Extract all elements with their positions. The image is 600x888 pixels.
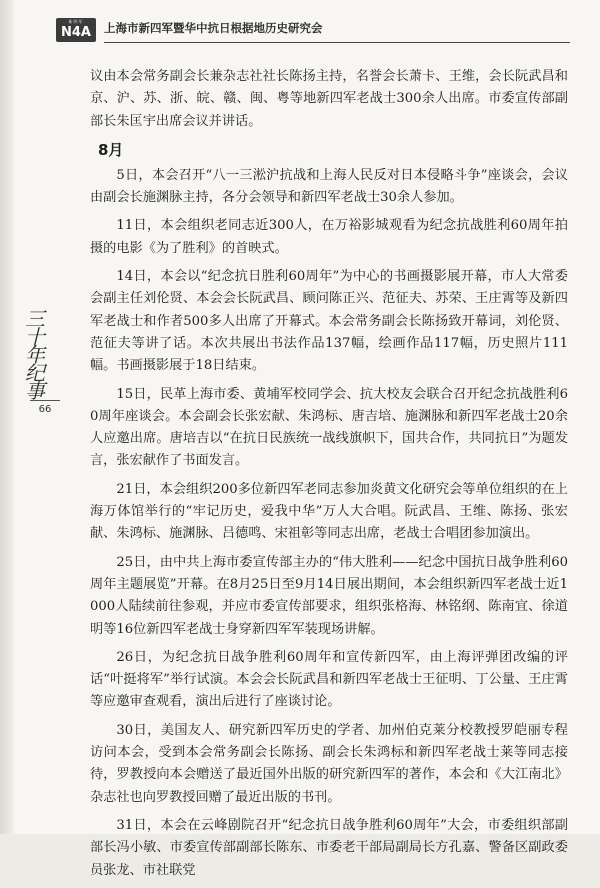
logo-wordmark: N4A — [61, 25, 91, 40]
calligraphy-char: 三 — [25, 307, 45, 331]
intro-paragraph: 议由本会常务副会长兼杂志社社长陈扬主持，名誉会长萧卡、王维，会长阮武昌和京、沪、苏、浙、皖、赣、闽、粤等地新四军老战士300余人出席。市委宣传部副部长朱匡宇出席会议并讲话。 — [90, 69, 568, 129]
page-binding-edge — [0, 0, 14, 834]
entry-paragraph: 26日，为纪念抗日战争胜利60周年和宣传新四军，由上海评弹团改编的评话“叶挺将军”举行试演。本会会长阮武昌和新四军老战士王征明、丁公量、王庄霄等应邀审查观看，演出后进行了座谈讨论。 — [90, 649, 568, 710]
entry-paragraph: 25日，由中共上海市委宣传部主办的“伟大胜利——纪念中国抗日战争胜利60周年主题展览”开幕。在8月25日至9月14日展出期间，本会组织新四军老战士近1000人陆续前往参观，并应市委宣传部要求，组织张格海、林铭纲、陈南宜、徐道明等16位新四军老战士身穿新四军军装现场讲解。 — [90, 554, 568, 637]
entry-paragraph: 21日，本会组织200多位新四军老同志参加炎黄文化研究会等单位组织的在上海万体馆举行的“牢记历史，爱我中华”万人大合唱。阮武昌、王维、陈扬、张宏献、朱鸿标、施渊脉、吕德鸣、宋祖彰等同志出席，老战士合唱团参加演出。 — [90, 481, 568, 542]
calligraphy-char: 纪 — [25, 361, 45, 385]
page-number: 66 — [38, 404, 52, 415]
month-heading: 8月 — [98, 140, 124, 159]
header-rule — [104, 42, 570, 43]
calligraphy-char: 年 — [25, 343, 45, 367]
organization-name: 上海市新四军暨华中抗日根据地历史研究会 — [104, 21, 323, 35]
logo-caption: 新四军 — [68, 19, 84, 24]
margin-calligraphy — [25, 307, 75, 403]
running-header — [50, 8, 570, 48]
entry-paragraph: 31日，本会在云峰剧院召开“纪念抗日战争胜利60周年”大会，市委组织部副部长冯小敏、市委宣传部副部长陈东、市委老干部局副局长方孔嘉、警备区副政委员张龙、市社联党 — [90, 817, 568, 878]
calligraphy-char: 十 — [25, 325, 45, 349]
page-number-rule — [30, 400, 60, 401]
entry-paragraph: 30日，美国友人、研究新四军历史的学者、加州伯克莱分校教授罗皑丽专程访问本会，受到本会常务副会长陈扬、副会长朱鸿标和新四军老战士莱等同志接待，罗教授向本会赠送了最近国外出版的研究新四军的著作，本会和《大江南北》杂志社也向罗教授回赠了最近出版的书刊。 — [90, 722, 568, 805]
entry-paragraph: 11日，本会组织老同志近300人，在万裕影城观看为纪念抗战胜利60周年拍摄的电影《为了胜利》的首映式。 — [90, 218, 568, 256]
entry-paragraph: 5日，本会召开“八一三淞沪抗战和上海人民反对日本侵略斗争”座谈会，会议由副会长施渊脉主持，各分会领导和新四军老战士30余人参加。 — [90, 167, 568, 206]
n4a-logo — [56, 18, 96, 42]
calligraphy-char: 事 — [25, 379, 45, 403]
entry-paragraph: 15日，民革上海市委、黄埔军校同学会、抗大校友会联合召开纪念抗战胜利60周年座谈会。本会副会长张宏献、朱鸿标、唐吉培、施渊脉和新四军老战士20余人应邀出席。唐培吉以“在抗日民族统一战线旗帜下，国共合作，共同抗日”为题发言，张宏献作了书面发言。 — [90, 386, 568, 469]
body-text — [90, 66, 568, 888]
entry-paragraph: 14日，本会以“纪念抗日胜利60周年”为中心的书画摄影展开幕，市人大常委会副主任刘伦贤、本会会长阮武昌、顾问陈正兴、范征夫、苏荣、王庄霄等及新四军老战士和作者500多人出席了开幕式。本会常务副会长陈扬致开幕词，刘伦贤、范征夫等讲了话。本次共展出书法作品137幅，绘画作品117幅，历史照片111幅。书画摄影展于18日结束。 — [90, 269, 568, 374]
